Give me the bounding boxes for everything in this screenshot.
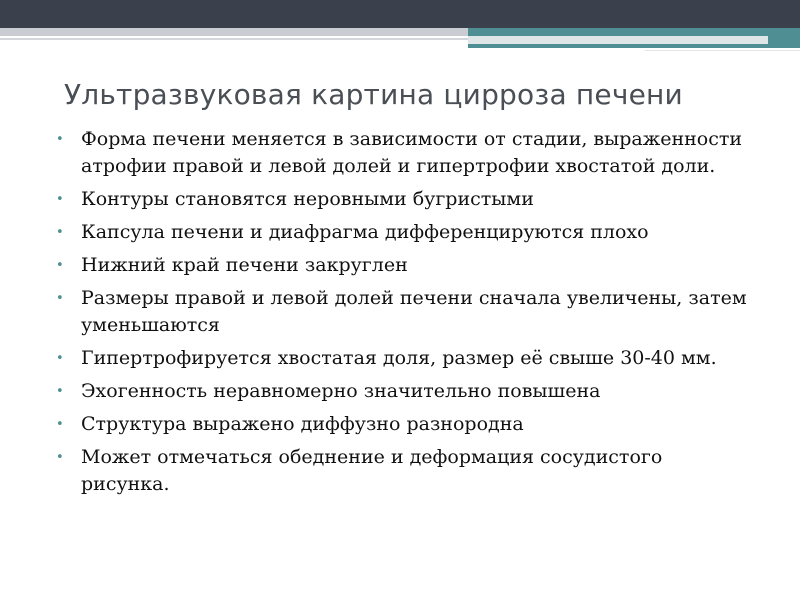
bullet-dot-icon: •: [56, 291, 64, 306]
header-dark-band: [0, 0, 800, 28]
bullet-item: [56, 378, 756, 405]
bullet-dot-icon: •: [56, 417, 64, 432]
header-decoration: [0, 0, 800, 52]
bullet-dot-icon: •: [56, 258, 64, 273]
bullet-dot-icon: •: [56, 192, 64, 207]
bullet-item: [56, 444, 756, 498]
bullet-item: [56, 219, 756, 246]
bullet-text: Структура выражено диффузно разнородна: [81, 413, 524, 435]
bullet-text: Контуры становятся неровными бугристыми: [81, 188, 534, 210]
bullet-dot-icon: •: [56, 384, 64, 399]
slide-content: [56, 126, 756, 504]
bullet-text: Может отмечаться обеднение и деформация сосудистого рисунка.: [81, 446, 663, 495]
bullet-text: Форма печени меняется в зависимости от стадии, выраженности атрофии правой и левой долей и гипертрофии хвостатой доли.: [81, 128, 743, 177]
bullet-text: Размеры правой и левой долей печени сначала увеличены, затем уменьшаются: [81, 287, 747, 336]
bullet-item: [56, 126, 756, 180]
bullet-item: [56, 345, 756, 372]
bullet-dot-icon: •: [56, 351, 64, 366]
bullet-text: Гипертрофируется хвостатая доля, размер её свыше 30-40 мм.: [81, 347, 717, 369]
slide-title: Ультразвуковая картина цирроза печени: [64, 78, 683, 111]
header-line-left: [0, 38, 470, 40]
bullet-item: [56, 285, 756, 339]
bullet-dot-icon: •: [56, 132, 64, 147]
bullet-item: [56, 411, 756, 438]
bullet-text: Эхогенность неравномерно значительно повышена: [81, 380, 601, 402]
bullet-item: [56, 186, 756, 213]
bullet-text: Нижний край печени закруглен: [81, 254, 408, 276]
bullet-list: [56, 126, 756, 498]
header-light-band: [468, 36, 768, 44]
bullet-dot-icon: •: [56, 225, 64, 240]
bullet-item: [56, 252, 756, 279]
bullet-dot-icon: •: [56, 450, 64, 465]
header-line-right: [645, 50, 800, 51]
bullet-text: Капсула печени и диафрагма дифференцируются плохо: [81, 221, 649, 243]
